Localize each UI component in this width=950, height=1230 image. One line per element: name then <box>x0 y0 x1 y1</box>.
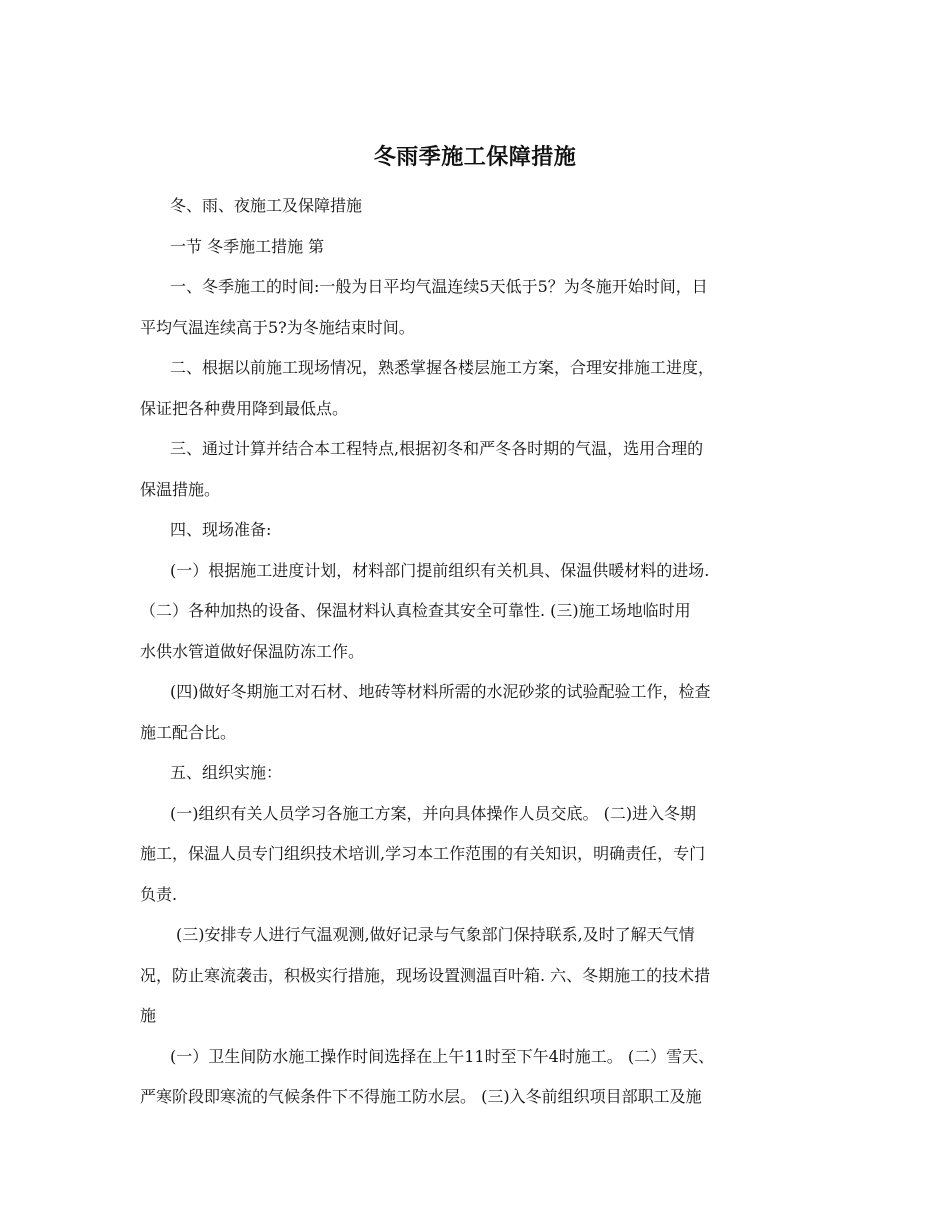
paragraph-line: 四、现场准备: <box>170 520 272 539</box>
paragraph-line: （二）各种加热的设备、保温材料认真检查其安全可靠性. (三)施工场地临时用 <box>140 601 691 620</box>
paragraph-line: 严寒阶段即寒流的气候条件下不得施工防水层。 (三)入冬前组织项目部职工及施 <box>140 1087 702 1106</box>
paragraph-line: 施工配合比。 <box>140 722 237 742</box>
paragraph-line: 平均气温连续高于5?为冬施结束时间。 <box>140 317 415 337</box>
document-title: 冬雨季施工保障措施 <box>373 144 577 170</box>
paragraph-line: 一、冬季施工的时间:一般为日平均气温连续5天低于5？为冬施开始时间，日 <box>170 277 708 296</box>
paragraph-line: 施工，保温人员专门组织技术培训,学习本工作范围的有关知识，明确责任，专门 <box>140 844 706 863</box>
paragraph-line: 水供水管道做好保温防冻工作。 <box>140 641 365 661</box>
paragraph-line: (一)组织有关人员学习各施工方案，并向具体操作人员交底。 (二)进入冬期 <box>170 803 697 823</box>
paragraph-line: 二、根据以前施工现场情况，熟悉掌握各楼层施工方案，合理安排施工进度， <box>170 358 715 377</box>
paragraph-line: 保温措施。 <box>140 479 221 499</box>
paragraph-line: (一）根据施工进度计划，材料部门提前组织有关机具、保温供暖材料的进场. <box>170 560 710 580</box>
paragraph-line: 冬、雨、夜施工及保障措施 <box>170 196 363 215</box>
paragraph-line: 三、通过计算并结合本工程特点,根据初冬和严冬各时期的气温，选用合理的 <box>170 439 704 458</box>
paragraph-line: 一节 冬季施工措施 第 <box>170 236 325 256</box>
paragraph-line: 况，防止寒流袭击，积极实行措施，现场设置测温百叶箱. 六、冬期施工的技术措 <box>140 965 711 985</box>
paragraph-line: 保证把各种费用降到最低点。 <box>140 398 349 418</box>
paragraph-line: (四)做好冬期施工对石材、地砖等材料所需的水泥砂浆的试验配验工作，检查 <box>170 682 711 701</box>
paragraph-line: 负责. <box>140 884 178 904</box>
paragraph-line: (一）卫生间防水施工操作时间选择在上午11时至下午4时施工。 (二）雪天、 <box>170 1046 715 1066</box>
paragraph-line: (三)安排专人进行气温观测,做好记录与气象部门保持联系,及时了解天气情 <box>176 925 695 944</box>
document-body <box>140 186 830 1118</box>
paragraph-line: 五、组织实施： <box>170 763 283 782</box>
paragraph-line: 施 <box>140 1006 157 1025</box>
